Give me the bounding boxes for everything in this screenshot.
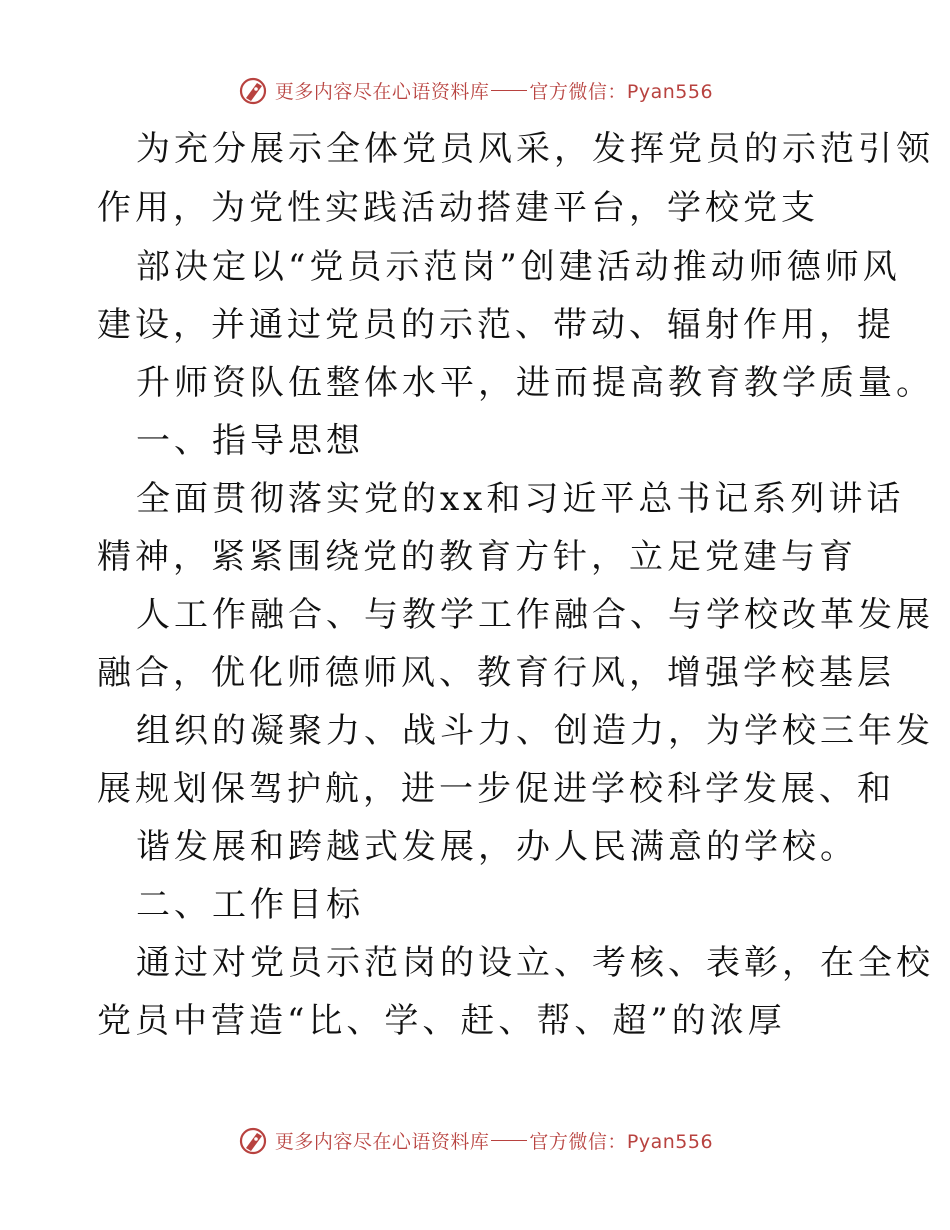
paragraph-line: 为充分展示全体党员风采，发挥党员的示范引领 [136, 129, 934, 169]
watermark-text: 更多内容尽在心语资料库 [274, 1130, 490, 1153]
pen-nib-circle-icon [237, 74, 269, 106]
paragraph-line: 党员中营造“比、学、赶、帮、超”的浓厚 [97, 1001, 786, 1041]
paragraph-line: 精神，紧紧围绕党的教育方针，立足党建与育 [97, 537, 857, 577]
paragraph-line: 展规划保驾护航，进一步促进学校科学发展、和 [97, 769, 895, 809]
paragraph-line: 谐发展和跨越式发展，办人民满意的学校。 [136, 827, 858, 867]
watermark-dash [491, 90, 527, 91]
paragraph-line: 融合，优化师德师风、教育行风，增强学校基层 [97, 653, 895, 693]
paragraph-line: 作用，为党性实践活动搭建平台，学校党支 [97, 188, 819, 228]
watermark-text: 更多内容尽在心语资料库 [274, 80, 490, 103]
paragraph-line: 组织的凝聚力、战斗力、创造力，为学校三年发 [136, 711, 934, 751]
paragraph-line: 全面贯彻落实党的xx和习近平总书记系列讲话 [136, 479, 905, 519]
section-heading: 一、指导思想 [136, 421, 364, 461]
section-heading: 二、工作目标 [136, 885, 364, 925]
footer-watermark [0, 1120, 950, 1160]
paragraph-line: 通过对党员示范岗的设立、考核、表彰，在全校 [136, 943, 934, 983]
paragraph-line: 升师资队伍整体水平，进而提高教育教学质量。 [136, 363, 934, 403]
watermark-dash [491, 1140, 527, 1141]
header-watermark [0, 70, 950, 110]
watermark-wechat: 官方微信：Pyan556 [529, 1130, 714, 1153]
paragraph-line: 部决定以“党员示范岗”创建活动推动师德师风 [136, 247, 901, 287]
paragraph-line: 人工作融合、与教学工作融合、与学校改革发展 [136, 595, 934, 635]
watermark-wechat: 官方微信：Pyan556 [529, 80, 714, 103]
paragraph-line: 建设，并通过党员的示范、带动、辐射作用，提 [97, 305, 895, 345]
pen-nib-circle-icon [237, 1124, 269, 1156]
